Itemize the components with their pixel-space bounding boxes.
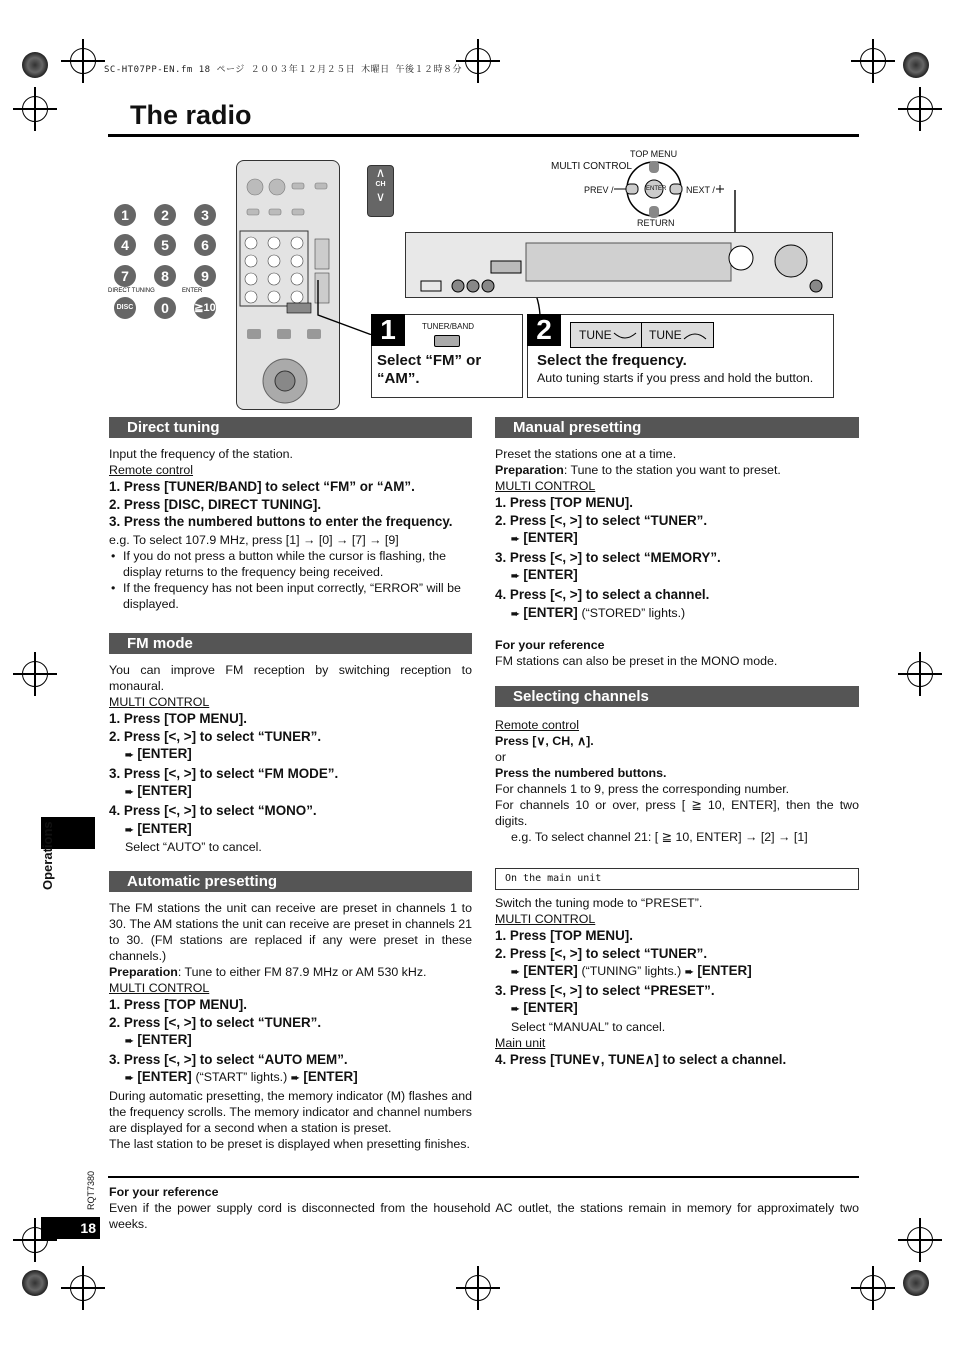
select-press: Press [∨, CH, ∧]. <box>495 734 594 748</box>
select-switch: Switch the tuning mode to “PRESET”. <box>495 896 703 910</box>
registration-mark-icon <box>860 48 886 74</box>
remote-control-label: Remote control <box>109 463 194 477</box>
arrow-icon: ➨ <box>125 1073 134 1085</box>
enter-text: [ENTER] <box>303 1069 358 1085</box>
enter-label: ENTER <box>182 288 203 294</box>
key-4: 4 <box>114 234 136 256</box>
main-unit-box: On the main unit <box>495 868 859 890</box>
manual-step-2: 2. Press [<, >] to select “TUNER”. <box>495 512 708 528</box>
arrow-icon: ➨ <box>511 1004 520 1016</box>
fm-step-4-enter <box>109 820 472 840</box>
color-target-icon <box>22 52 48 78</box>
ch-up-icon: ∧ <box>375 165 386 180</box>
arrow-icon: ➨ <box>125 787 134 799</box>
top-menu-label: TOP MENU <box>630 149 678 159</box>
section-automatic-presetting: Automatic presetting <box>109 871 472 892</box>
auto-step-3: 3. Press [<, >] to select “AUTO MEM”. <box>109 1051 348 1067</box>
key-6: 6 <box>194 234 216 256</box>
prep-text: : Tune to the station you want to preset. <box>563 463 781 477</box>
doc-code: RQT7380 <box>86 1170 96 1210</box>
select-c1: For channels 1 to 9, press the corresponding number. <box>495 782 790 796</box>
main-unit-label: Main unit <box>495 1035 546 1050</box>
tuner-band-label: TUNER/BAND <box>422 322 475 331</box>
arrow-icon: ➨ <box>125 1036 134 1048</box>
manual-step-4: 4. Press [<, >] to select a channel. <box>495 586 710 602</box>
tune-down-label: TUNE <box>579 328 612 342</box>
key-8: 8 <box>154 265 176 287</box>
arrow-icon: ➨ <box>290 1073 300 1085</box>
multi-control-label: MULTI CONTROL <box>551 161 632 172</box>
section-manual-presetting: Manual presetting <box>495 417 859 438</box>
direct-step-2: 2. Press [DISC, DIRECT TUNING]. <box>109 496 322 512</box>
direct-tuning-label: DIRECT TUNING <box>108 288 155 294</box>
fm-step-1: 1. Press [TOP MENU]. <box>109 711 247 726</box>
auto-para-2: The last station to be preset is displayed when presetting finishes. <box>109 1136 470 1151</box>
fm-mode-body <box>109 662 472 855</box>
manual-intro: Preset the stations one at a time. <box>495 447 677 461</box>
tune-up-label: TUNE <box>649 328 682 342</box>
tuner-band-button-icon <box>434 335 460 347</box>
enter-text: [ENTER] <box>523 1000 578 1016</box>
step-1-box <box>371 314 523 398</box>
tune-button-group <box>570 322 714 348</box>
arrow-icon: ➨ <box>684 967 694 979</box>
arrow-icon: ➨ <box>511 534 520 546</box>
prep-text: : Tune to either FM 87.9 MHz or AM 530 kHz. <box>177 965 427 979</box>
manual-preset-body <box>495 446 859 669</box>
auto-step-2: 2. Press [<, >] to select “TUNER”. <box>109 1014 322 1030</box>
registration-mark-icon <box>70 48 96 74</box>
auto-preset-body <box>109 900 472 1152</box>
registration-mark-icon <box>465 48 491 74</box>
arrow-icon: ➨ <box>511 571 520 583</box>
arrow-icon: ➨ <box>511 967 520 979</box>
main-unit-panel-icon <box>406 233 834 299</box>
file-header: SC-HT07PP-EN.fm 18 ページ ２００３年１２月２５日 木曜日 午後１２時８分 <box>104 65 463 75</box>
manual-step-3-enter <box>495 566 859 586</box>
fm-step-2: 2. Press [<, >] to select “TUNER”. <box>109 728 322 744</box>
step-2-note: Auto tuning starts if you press and hold the button. <box>537 371 814 385</box>
step-2-title: Select the frequency. <box>537 352 687 369</box>
select-c2: For channels 10 or over, press [ ≧ 10, ENTER], then the two digits. <box>495 798 859 828</box>
section-selecting-channels: Selecting channels <box>495 686 859 707</box>
direct-example: e.g. To select 107.9 MHz, press [1] → [0] → [7] → [9] <box>109 532 399 547</box>
manual-prep <box>495 462 859 478</box>
selecting-main-body <box>495 895 859 1069</box>
select-step-4: 4. Press [TUNE∨, TUNE∧] to select a channel. <box>495 1051 787 1067</box>
key-1: 1 <box>114 204 136 226</box>
page-title: The radio <box>130 100 252 130</box>
auto-step-3-enter <box>109 1068 472 1088</box>
auto-step-2-enter <box>109 1031 472 1051</box>
footer-rule <box>108 1176 859 1178</box>
tune-down-icon <box>613 331 637 341</box>
enter-text: [ENTER] <box>523 604 578 620</box>
select-manual: Select “MANUAL” to cancel. <box>511 1019 666 1034</box>
registration-mark-icon <box>22 96 48 122</box>
enter-text: [ENTER] <box>137 820 192 836</box>
tune-up-icon <box>683 331 707 341</box>
select-example: e.g. To select channel 21: [ ≧ 10, ENTER] → [2] → [1] <box>511 830 808 844</box>
ch-down-icon: ∨ <box>375 189 386 204</box>
color-target-icon <box>903 52 929 78</box>
key-9: 9 <box>194 265 216 287</box>
direct-tuning-body <box>109 446 472 612</box>
arrow-icon: ➨ <box>511 608 520 620</box>
registration-mark-icon <box>907 1227 933 1253</box>
select-step-2-enter <box>495 962 859 982</box>
registration-mark-icon <box>22 661 48 687</box>
enter-text: [ENTER] <box>137 1032 192 1048</box>
arrow-icon: ➨ <box>125 750 134 762</box>
section-fm-mode: FM mode <box>109 633 472 654</box>
fm-step-3-enter <box>109 782 472 802</box>
prev-label: PREV / <box>584 185 614 195</box>
title-rule <box>108 134 859 137</box>
arrow-icon: ➨ <box>125 824 134 836</box>
main-unit-illustration <box>405 232 833 298</box>
registration-mark-icon <box>465 1275 491 1301</box>
multi-control-label: MULTI CONTROL <box>109 981 210 995</box>
select-step-3: 3. Press [<, >] to select “PRESET”. <box>495 982 715 998</box>
footer-ref-title: For your reference <box>109 1185 219 1199</box>
fm-step-2-enter <box>109 745 472 765</box>
select-step-1: 1. Press [TOP MENU]. <box>495 928 633 943</box>
key-3: 3 <box>194 204 216 226</box>
multi-control-label: MULTI CONTROL <box>495 479 596 493</box>
direct-bullet-2: • If the frequency has not been input correctly, “ERROR” will be displayed. <box>109 580 472 612</box>
selecting-body <box>495 717 859 845</box>
color-target-icon <box>903 1270 929 1296</box>
direct-step-1: 1. Press [TUNER/BAND] to select “FM” or “AM”. <box>109 479 415 494</box>
section-direct-tuning: Direct tuning <box>109 417 472 438</box>
manual-ref: FM stations can also be preset in the MONO mode. <box>495 654 778 669</box>
auto-para-1: During automatic presetting, the memory indicator (M) flashes and the frequency scrolls. The memory indicator and channel numbers are displayed for a second when a station is preset. <box>109 1088 472 1135</box>
manual-step-3: 3. Press [<, >] to select “MEMORY”. <box>495 549 721 565</box>
select-or: or <box>495 750 507 764</box>
fm-cancel: Select “AUTO” to cancel. <box>125 840 262 855</box>
auto-prep <box>109 964 472 980</box>
select-press-2: Press the numbered buttons. <box>495 766 667 780</box>
footer-ref-text: Even if the power supply cord is disconnected from the household AC outlet, the stations remain in memory for approximately two weeks. <box>109 1201 859 1231</box>
key-0: 0 <box>154 297 176 319</box>
manual-step-1: 1. Press [TOP MENU]. <box>495 495 633 510</box>
page-number: 18 <box>41 1217 100 1239</box>
enter-small-label: ENTER <box>646 186 667 192</box>
auto-intro: The FM stations the unit can receive are preset in channels 1 to 30. The AM stations the unit can receive are preset in channels 21 to 30. (FM stations are replaced if any were preset in these channels.) <box>109 901 472 963</box>
key-7: 7 <box>114 265 136 287</box>
remote-control-label: Remote control <box>495 718 580 732</box>
enter-text: [ENTER] <box>697 963 752 979</box>
prep-label: Preparation <box>495 463 564 477</box>
step-2-number: 2 <box>527 314 561 346</box>
enter-text: [ENTER] <box>137 1069 192 1085</box>
key-2: 2 <box>154 204 176 226</box>
registration-mark-icon <box>907 96 933 122</box>
prep-label: Preparation <box>109 965 178 979</box>
enter-text: [ENTER] <box>523 963 578 979</box>
multi-control-label: MULTI CONTROL <box>495 912 596 926</box>
manual-step-2-enter <box>495 529 859 549</box>
enter-text: [ENTER] <box>137 783 192 799</box>
select-step-3-enter <box>495 999 859 1019</box>
select-step-2: 2. Press [<, >] to select “TUNER”. <box>495 945 708 961</box>
multi-control-dial-icon <box>612 160 732 220</box>
ten-key: ≧10 <box>194 297 216 319</box>
step-1-text: Select “FM” or “AM”. <box>377 352 482 387</box>
multi-control-label: MULTI CONTROL <box>109 695 210 709</box>
tuning-note: (“TUNING” lights.) <box>581 964 682 979</box>
manual-ref-title: For your reference <box>495 638 605 653</box>
stored-note: (“STORED” lights.) <box>581 605 686 620</box>
next-label: NEXT / <box>686 185 715 195</box>
footer-ref <box>109 1184 859 1232</box>
disc-key: DISC <box>114 297 136 319</box>
registration-mark-icon <box>70 1275 96 1301</box>
enter-text: [ENTER] <box>523 530 578 546</box>
return-label: RETURN <box>637 218 675 228</box>
start-note: (“START” lights.) <box>195 1070 288 1085</box>
enter-text: [ENTER] <box>523 567 578 583</box>
color-target-icon <box>22 1270 48 1296</box>
step-2-box <box>527 314 834 398</box>
enter-text: [ENTER] <box>137 746 192 762</box>
fm-step-4: 4. Press [<, >] to select “MONO”. <box>109 802 317 818</box>
direct-bullet-1: • If you do not press a button while the cursor is flashing, the display returns to the frequency being received. <box>109 548 472 580</box>
fm-intro: You can improve FM reception by switching reception to monaural. <box>109 663 472 693</box>
fm-step-3: 3. Press [<, >] to select “FM MODE”. <box>109 765 339 781</box>
step-1-number: 1 <box>371 314 405 346</box>
registration-mark-icon <box>860 1275 886 1301</box>
direct-step-3: 3. Press the numbered buttons to enter the frequency. <box>109 514 453 530</box>
ch-label: CH <box>375 181 386 188</box>
auto-step-1: 1. Press [TOP MENU]. <box>109 997 247 1012</box>
direct-tuning-intro: Input the frequency of the station. <box>109 447 293 461</box>
key-5: 5 <box>154 234 176 256</box>
registration-mark-icon <box>907 661 933 687</box>
manual-step-4-enter <box>495 604 859 624</box>
side-label: Operations <box>40 821 55 890</box>
